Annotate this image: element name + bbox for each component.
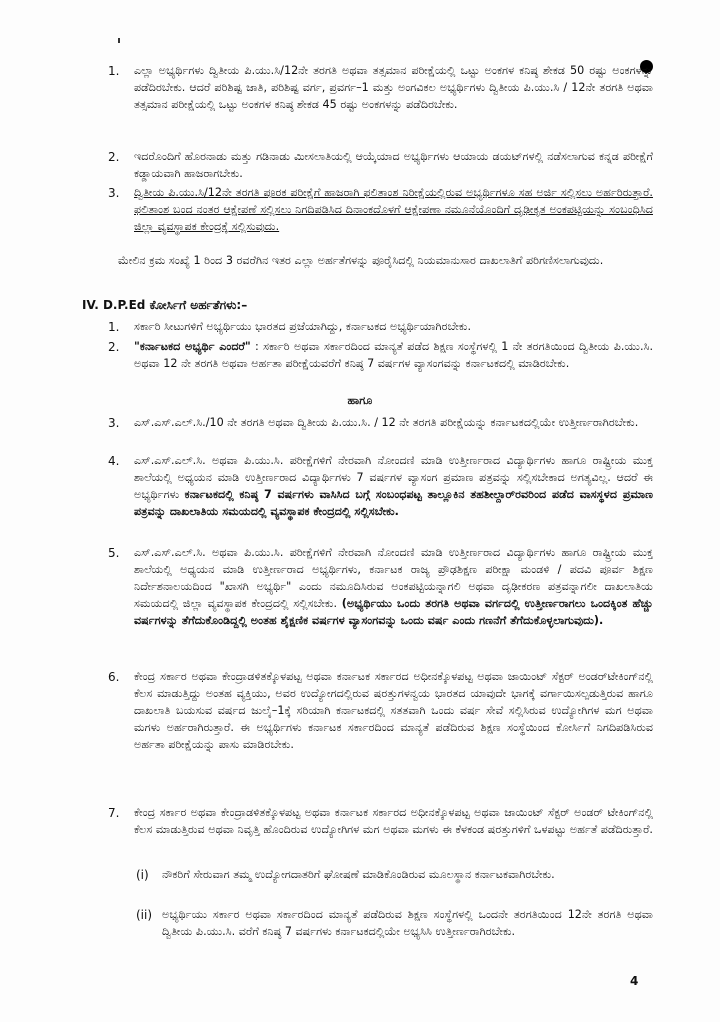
item-bold: (ಅಭ್ಯರ್ಥಿಯು ಒಂದು ತರಗತಿ ಅಥವಾ ವರ್ಗದಲ್ಲಿ ಉತ್ತೀರ್ಣರಾಗಲು ಒಂದಕ್ಕಿಂತ ಹೆಚ್ಚು ವರ್ಷಗಳನ್ನು ತೆಗೆದುಕೊಂಡಿದ್ದಲ್ಲಿ ಅಂತಹ ಶೈಕ್ಷಣಿಕ ವರ್ಷಗಳ ವ್ಯಾಸಂಗವನ್ನು ಒಂದು ವರ್ಷ ಎಂದು ಗಣನೆಗೆ ತೆಗೆದುಕೊಳ್ಳಲಾಗುವುದು). (134, 597, 653, 628)
list-item (108, 338, 653, 372)
item-text: ಎಲ್ಲಾ ಅಭ್ಯರ್ಥಿಗಳು ದ್ವಿತೀಯ ಪಿ.ಯು.ಸಿ/12ನೇ ತರಗತಿ ಅಥವಾ ತತ್ಸಮಾನ ಪರೀಕ್ಷೆಯಲ್ಲಿ ಒಟ್ಟು ಅಂಕಗಳ ಕನಿಷ್ಠ ಶೇಕಡ 50 ರಷ್ಟು ಅಂಕಗಳನ್ನು ಪಡೆದಿರಬೇಕು. ಆದರೆ ಪರಿಶಿಷ್ಟ ಜಾತಿ, ಪರಿಶಿಷ್ಟ ವರ್ಗ, ಪ್ರವರ್ಗ–1 ಮತ್ತು ಅಂಗವಿಕಲ ಅಭ್ಯರ್ಥಿಗಳು ದ್ವಿತೀಯ ಪಿ.ಯು.ಸಿ / 12ನೇ ತರಗತಿ ಅಥವಾ ತತ್ಸಮಾನ ಪರೀಕ್ಷೆಯಲ್ಲಿ ಒಟ್ಟು ಅಂಕಗಳ ಕನಿಷ್ಠ ಶೇಕಡ 45 ರಷ್ಟು ಅಂಕಗಳನ್ನು ಪಡೆದಿರಬೇಕು. (134, 64, 653, 112)
item-text: ದ್ವಿತೀಯ ಪಿ.ಯು.ಸಿ/12ನೇ ತರಗತಿ ಪೂರಕ ಪರೀಕ್ಷೆಗೆ ಹಾಜರಾಗಿ ಫಲಿತಾಂಶ ನಿರೀಕ್ಷೆಯಲ್ಲಿರುವ ಅಭ್ಯರ್ಥಿಗಳೂ ಸಹ ಅರ್ಜಿ ಸಲ್ಲಿಸಲು ಅರ್ಹರಿರುತ್ತಾರೆ. ಫಲಿತಾಂಶ ಬಂದ ನಂತರ ಆಕ್ಷೇಪಣೆ ಸಲ್ಲಿಸಲು ನಿಗದಿಪಡಿಸಿದ ದಿನಾಂಕದೊಳಗೆ ಆಕ್ಷೇಪಣಾ ನಮೂನೆಯೊಂದಿಗೆ ದೃಢೀಕೃತ ಅಂಕಪಟ್ಟಿಯನ್ನು ಸಂಬಂಧಿಸಿದ ಜಿಲ್ಲಾ ವ್ಯವಸ್ಥಾಪಕ ಕೇಂದ್ರಕ್ಕೆ ಸಲ್ಲಿಸುವುದು. (134, 186, 653, 234)
item-number: 4. (108, 454, 120, 468)
item-number: 3. (108, 416, 120, 430)
list-item (108, 544, 653, 629)
scan-mark (118, 38, 120, 43)
list-item (108, 668, 653, 753)
item-number: 6. (108, 670, 120, 684)
item-text (134, 544, 653, 629)
item-text: ಕೇಂದ್ರ ಸರ್ಕಾರ ಅಥವಾ ಕೇಂದ್ರಾಡಳಿತಕ್ಕೊಳಪಟ್ಟ ಅಥವಾ ಕರ್ನಾಟಕ ಸರ್ಕಾರದ ಅಧೀನಕ್ಕೊಳಪಟ್ಟ ಅಥವಾ ಜಾಯಿಂಟ್ ಸೆಕ್ಟರ್ ಅಂಡರ್‌ಟೇಕಿಂಗ್‌ನಲ್ಲಿ ಕೆಲಸ ಮಾಡುತ್ತಿದ್ದು ಅಂತಹ ವ್ಯಕ್ತಿಯು, ಅವರ ಉದ್ಯೋಗದಲ್ಲಿರುವ ಷರತ್ತುಗಳನ್ವಯ ಭಾರತದ ಯಾವುದೇ ಭಾಗಕ್ಕೆ ವರ್ಗಾಯಿಸಲ್ಪಡುತ್ತಿರುವ ಹಾಗೂ ದಾಖಲಾತಿ ಬಯಸುವ ವರ್ಷದ ಜುಲೈ–1ಕ್ಕೆ ಸರಿಯಾಗಿ ಕರ್ನಾಟಕದಲ್ಲಿ ಸತತವಾಗಿ ಒಂದು ವರ್ಷ ಸೇವೆ ಸಲ್ಲಿಸಿರುವ ಉದ್ಯೋಗಿಗಳ ಮಗ ಅಥವಾ ಮಗಳು ಅರ್ಹರಾಗಿರುತ್ತಾರೆ. ಈ ಅಭ್ಯರ್ಥಿಗಳು ಕರ್ನಾಟಕ ಸರ್ಕಾರದಿಂದ ಮಾನ್ಯತೆ ಪಡೆದಿರುವ ಶಿಕ್ಷಣ ಸಂಸ್ಥೆಯಿಂದ ಕೋರ್ಸಿಗೆ ನಿಗದಿಪಡಿಸಿರುವ ಅರ್ಹತಾ ಪರೀಕ್ಷೆಯನ್ನು ಪಾಸು ಮಾಡಿರಬೇಕು. (134, 670, 653, 752)
item-number: 3. (108, 186, 120, 200)
item-number: 2. (108, 150, 120, 164)
or-label: ಹಾಗೂ (347, 394, 373, 407)
item-bold: ಕರ್ನಾಟಕದಲ್ಲಿ ಕನಿಷ್ಠ 7 ವರ್ಷಗಳು ವಾಸಿಸಿದ ಬಗ್ಗೆ ಸಂಬಂಧಪಟ್ಟ ತಾಲ್ಲೂಕಿನ ತಹಶೀಲ್ದಾರ್‌ರವರಿಂದ ಪಡೆದ ವಾಸಸ್ಥಳದ ಪ್ರಮಾಣ ಪತ್ರವನ್ನು ದಾಖಲಾತಿಯ ಸಮಯದಲ್ಲಿ ವ್ಯವಸ್ಥಾಪಕ ಕೇಂದ್ರದಲ್ಲಿ ಸಲ್ಲಿಸಬೇಕು. (134, 488, 654, 519)
page-number: 4 (630, 974, 639, 988)
item-text (134, 452, 653, 520)
sub-item-text: ನೌಕರಿಗೆ ಸೇರುವಾಗ ತಮ್ಮ ಉದ್ಯೋಗದಾತರಿಗೆ ಘೋಷಣೆ ಮಾಡಿಕೊಂಡಿರುವ ಮೂಲಸ್ಥಾನ ಕರ್ನಾಟಕವಾಗಿರಬೇಕು. (162, 868, 555, 881)
sub-item-text: ಅಭ್ಯರ್ಥಿಯು ಸರ್ಕಾರ ಅಥವಾ ಸರ್ಕಾರದಿಂದ ಮಾನ್ಯತೆ ಪಡೆದಿರುವ ಶಿಕ್ಷಣ ಸಂಸ್ಥೆಗಳಲ್ಲಿ ಒಂದನೇ ತರಗತಿಯಿಂದ 12ನೇ ತರಗತಿ ಅಥವಾ ದ್ವಿತೀಯ ಪಿ.ಯು.ಸಿ. ವರೆಗೆ ಕನಿಷ್ಠ 7 ವರ್ಷಗಳು ಕರ್ನಾಟಕದಲ್ಲಿಯೇ ಅಭ್ಯಸಿಸಿ ಉತ್ತೀರ್ಣರಾಗಿರಬೇಕು. (162, 908, 653, 939)
item-text: ಸರ್ಕಾರಿ ಸೀಟುಗಳಿಗೆ ಅಭ್ಯರ್ಥಿಯು ಭಾರತದ ಪ್ರಜೆಯಾಗಿದ್ದು, ಕರ್ನಾಟಕದ ಅಭ್ಯರ್ಥಿಯಾಗಿರಬೇಕು. (134, 320, 472, 333)
item-number: 1. (108, 320, 120, 334)
sub-item (136, 866, 653, 884)
item-number: 7. (108, 806, 120, 820)
list-item (108, 414, 653, 432)
sub-item-number: (i) (136, 868, 149, 882)
item-bold-lead: "ಕರ್ನಾಟಕದ ಅಭ್ಯರ್ಥಿ ಎಂದರೆ" (134, 340, 251, 353)
sub-item (136, 906, 653, 940)
item-number: 5. (108, 546, 120, 560)
list-item (108, 804, 653, 838)
item-rest: : ಸರ್ಕಾರಿ ಅಥವಾ ಸರ್ಕಾರದಿಂದ ಮಾನ್ಯತೆ ಪಡೆದ ಶಿಕ್ಷಣ ಸಂಸ್ಥೆಗಳಲ್ಲಿ 1 ನೇ ತರಗತಿಯಿಂದ ದ್ವಿತೀಯ ಪಿ.ಯು.ಸಿ. ಅಥವಾ 12 ನೇ ತರಗತಿ ಅಥವಾ ಅರ್ಹತಾ ಪರೀಕ್ಷೆಯವರೆಗೆ ಕನಿಷ್ಠ 7 ವರ್ಷಗಳ ವ್ಯಾಸಂಗವನ್ನು ಕರ್ನಾಟಕದಲ್ಲಿ ಮಾಡಿರಬೇಕು. (134, 340, 654, 371)
item-text (134, 338, 653, 372)
list-item (108, 148, 653, 182)
item-rest: ಎಸ್.ಎಸ್.ಎಲ್.ಸಿ. ಅಥವಾ ಪಿ.ಯು.ಸಿ. ಪರೀಕ್ಷೆಗಳಿಗೆ ನೇರವಾಗಿ ನೋಂದಣಿ ಮಾಡಿ ಉತ್ತೀರ್ಣರಾದ ವಿದ್ಯಾರ್ಥಿಗಳು ಹಾಗೂ ರಾಷ್ಟ್ರೀಯ ಮುಕ್ತ ಶಾಲೆಯಲ್ಲಿ ಅಧ್ಯಯನ ಮಾಡಿ ಉತ್ತೀರ್ಣರಾದ ಅಭ್ಯರ್ಥಿಗಳು, ಕರ್ನಾಟಕ ರಾಜ್ಯ ಪ್ರೌಢಶಿಕ್ಷಣ ಪರೀಕ್ಷಾ ಮಂಡಳಿ / ಪದವಿ ಪೂರ್ವ ಶಿಕ್ಷಣ ನಿರ್ದೇಶನಾಲಯದಿಂದ "ಖಾಸಗಿ ಅಭ್ಯರ್ಥಿ" ಎಂದು ನಮೂದಿಸಿರುವ ಅಂಕಪಟ್ಟಿಯನ್ನಾಗಲಿ ಅಥವಾ ದೃಢೀಕರಣ ಪತ್ರವನ್ನಾಗಲೀ ದಾಖಲಾತಿಯ ಸಮಯದಲ್ಲಿ ಜಿಲ್ಲಾ ವ್ಯವಸ್ಥಾಪಕ ಕೇಂದ್ರದಲ್ಲಿ ಸಲ್ಲಿಸಬೇಕು. (134, 546, 653, 611)
item-text: ಕೇಂದ್ರ ಸರ್ಕಾರ ಅಥವಾ ಕೇಂದ್ರಾಡಳಿತಕ್ಕೊಳಪಟ್ಟ ಅಥವಾ ಕರ್ನಾಟಕ ಸರ್ಕಾರದ ಅಧೀನಕ್ಕೊಳಪಟ್ಟ ಅಥವಾ ಜಾಯಿಂಟ್ ಸೆಕ್ಟರ್ ಅಂಡರ್ ಟೇಕಿಂಗ್‌ನಲ್ಲಿ ಕೆಲಸ ಮಾಡುತ್ತಿರುವ ಅಥವಾ ನಿವೃತ್ತಿ ಹೊಂದಿರುವ ಉದ್ಯೋಗಿಗಳ ಮಗ ಅಥವಾ ಮಗಳು ಈ ಕೆಳಕಂಡ ಷರತ್ತುಗಳಿಗೆ ಒಳಪಟ್ಟು ಅರ್ಹತೆ ಪಡೆದಿರುತ್ತಾರೆ. (134, 806, 653, 837)
item-rest: ಎಸ್.ಎಸ್.ಎಲ್.ಸಿ. ಅಥವಾ ಪಿ.ಯು.ಸಿ. ಪರೀಕ್ಷೆಗಳಿಗೆ ನೇರವಾಗಿ ನೋಂದಣಿ ಮಾಡಿ ಉತ್ತೀರ್ಣರಾದ ವಿದ್ಯಾರ್ಥಿಗಳು ಹಾಗೂ ರಾಷ್ಟ್ರೀಯ ಮುಕ್ತ ಶಾಲೆಯಲ್ಲಿ ಅಧ್ಯಯನ ಮಾಡಿ ಉತ್ತೀರ್ಣರಾದ ವಿದ್ಯಾರ್ಥಿಗಳು 7 ವರ್ಷಗಳ ವ್ಯಾಸಂಗ ಪ್ರಮಾಣ ಪತ್ರವನ್ನು ಸಲ್ಲಿಸಬೇಕಾದ ಅಗತ್ಯವಿಲ್ಲ. ಆದರೆ ಈ ಅಭ್ಯರ್ಥಿಗಳು (134, 454, 653, 502)
paragraph: ಮೇಲಿನ ಕ್ರಮ ಸಂಖ್ಯೆ 1 ರಿಂದ 3 ರವರೆಗಿನ ಇತರ ಎಲ್ಲಾ ಅರ್ಹತೆಗಳನ್ನು ಪೂರೈಸಿದಲ್ಲಿ ನಿಯಮಾನುಸಾರ ದಾಖಲಾತಿಗೆ ಪರಿಗಣಿಸಲಾಗುವುದು. (118, 254, 604, 267)
item-text: ಎಸ್.ಎಸ್.ಎಲ್.ಸಿ./10 ನೇ ತರಗತಿ ಅಥವಾ ದ್ವಿತೀಯ ಪಿ.ಯು.ಸಿ. / 12 ನೇ ತರಗತಿ ಪರೀಕ್ಷೆಯನ್ನು ಕರ್ನಾಟಕದಲ್ಲಿಯೇ ಉತ್ತೀರ್ಣರಾಗಿರಬೇಕು. (134, 416, 639, 429)
section-heading: IV. D.P.Ed ಕೋರ್ಸಿಗೆ ಅರ್ಹತೆಗಳು:– (82, 298, 248, 312)
list-item (108, 318, 653, 336)
list-item (108, 452, 653, 520)
list-item (108, 184, 653, 235)
list-item (108, 62, 653, 113)
item-text: ಇದರೊಂದಿಗೆ ಹೊರನಾಡು ಮತ್ತು ಗಡಿನಾಡು ಮೀಸಲಾತಿಯಲ್ಲಿ ಆಯ್ಕೆಯಾದ ಅಭ್ಯರ್ಥಿಗಳು ಆಯಾಯ ಡಯಟ್‌ಗಳಲ್ಲಿ ನಡೆಸಲಾಗುವ ಕನ್ನಡ ಪರೀಕ್ಷೆಗೆ ಕಡ್ಡಾಯವಾಗಿ ಹಾಜರಾಗಬೇಕು. (134, 150, 653, 181)
item-number: 1. (108, 64, 120, 78)
item-number: 2. (108, 340, 120, 354)
sub-item-number: (ii) (136, 908, 153, 922)
